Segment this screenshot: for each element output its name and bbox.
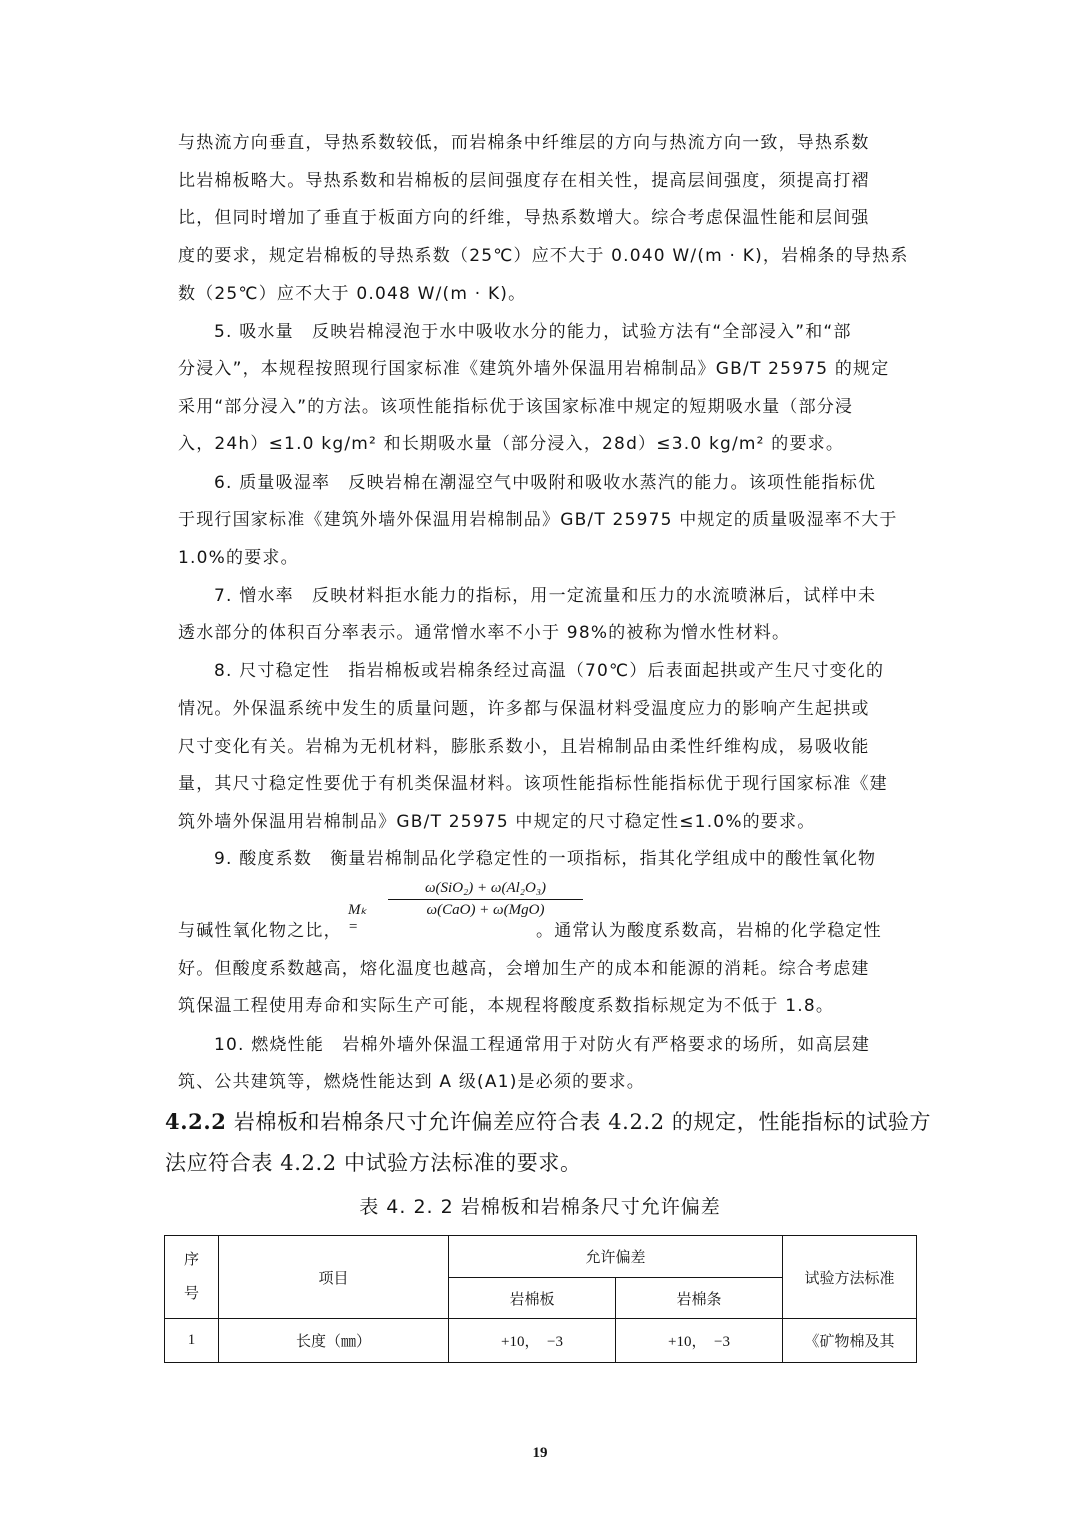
- header-tolerance: 允许偏差: [449, 1236, 783, 1278]
- item-5-water-absorption: 5. 吸水量 反映岩棉浸泡于水中吸收水分的能力，试验方法有“全部浸入”和“部: [214, 322, 852, 342]
- table-row: [165, 1319, 917, 1363]
- page-number: 19: [532, 1445, 548, 1461]
- item-6-moisture-absorption: 6. 质量吸湿率 反映岩棉在潮湿空气中吸附和吸收水蒸汽的能力。该项性能指标优: [214, 473, 877, 493]
- formula-fraction: [388, 880, 583, 919]
- cell-item: 长度（㎜）: [219, 1319, 449, 1363]
- paragraph-line: 数（25℃）应不大于 0.048 W/(m · K)。: [178, 284, 527, 304]
- tolerance-table: [164, 1235, 917, 1363]
- paragraph-line: 好。但酸度系数越高，熔化温度也越高，会增加生产的成本和能源的消耗。综合考虑建: [178, 959, 870, 979]
- paragraph-line: 。通常认为酸度系数高，岩棉的化学稳定性: [536, 921, 882, 941]
- section-text: 岩棉板和岩棉条尺寸允许偏差应符合表 4.2.2 的规定，性能指标的试验方: [226, 1110, 932, 1134]
- paragraph-line: 与热流方向垂直，导热系数较低，而岩棉条中纤维层的方向与热流方向一致，导热系数: [178, 133, 870, 153]
- cell-board: +10， −3: [449, 1319, 616, 1363]
- header-board: 岩棉板: [449, 1278, 616, 1319]
- paragraph-line: 情况。外保温系统中发生的质量问题，许多都与保温材料受温度应力的影响产生起拱或: [178, 699, 870, 719]
- formula-lhs: Mₖ =: [348, 902, 367, 935]
- paragraph-line: 比岩棉板略大。导热系数和岩棉板的层间强度存在相关性，提高层间强度，须提高打褶: [178, 171, 870, 191]
- paragraph-line: 比，但同时增加了垂直于板面方向的纤维，导热系数增大。综合考虑保温性能和层间强: [178, 208, 870, 228]
- paragraph-line: 1.0%的要求。: [178, 548, 299, 568]
- paragraph-line: 筑保温工程使用寿命和实际生产可能，本规程将酸度系数指标规定为不低于 1.8。: [178, 996, 835, 1016]
- header-seq-bottom: 号: [183, 1286, 199, 1302]
- cell-strip: +10， −3: [616, 1319, 783, 1363]
- paragraph-line: 入，24h）≤1.0 kg/m² 和长期吸水量（部分浸入，28d）≤3.0 kg/m² 的要求。: [178, 434, 845, 454]
- header-seq-top: 序: [183, 1252, 199, 1268]
- item-7-hydrophobicity: 7. 憎水率 反映材料拒水能力的指标，用一定流量和压力的水流喷淋后，试样中未: [214, 586, 877, 606]
- paragraph-line: 尺寸变化有关。岩棉为无机材料，膨胀系数小，且岩棉制品由柔性纤维构成，易吸收能: [178, 737, 870, 757]
- paragraph-line: 筑、公共建筑等，燃烧性能达到 A 级(A1)是必须的要求。: [178, 1072, 645, 1092]
- paragraph-line: 分浸入”，本规程按照现行国家标准《建筑外墙外保温用岩棉制品》GB/T 25975 的规定: [178, 359, 890, 379]
- header-strip: 岩棉条: [616, 1278, 783, 1319]
- paragraph-line: 于现行国家标准《建筑外墙外保温用岩棉制品》GB/T 25975 中规定的质量吸湿率不大于: [178, 510, 898, 530]
- header-seq: [165, 1236, 219, 1319]
- section-number: 4.2.2: [165, 1109, 227, 1134]
- item-10-fire-performance: 10. 燃烧性能 岩棉外墙外保温工程通常用于对防火有严格要求的场所，如高层建: [214, 1035, 871, 1055]
- paragraph-line: 与碱性氧化物之比，: [178, 921, 342, 941]
- formula-denominator: ω(CaO) + ω(MgO): [426, 902, 545, 918]
- section-heading: [165, 1107, 931, 1137]
- item-9-acidity-coefficient: 9. 酸度系数 衡量岩棉制品化学稳定性的一项指标，指其化学组成中的酸性氧化物: [214, 849, 877, 869]
- header-item: 项目: [219, 1236, 449, 1319]
- paragraph-line: 采用“部分浸入”的方法。该项性能指标优于该国家标准中规定的短期吸水量（部分浸: [178, 397, 854, 417]
- paragraph-line: 透水部分的体积百分率表示。通常憎水率不小于 98%的被称为憎水性材料。: [178, 623, 791, 643]
- table-title: 表 4. 2. 2 岩棉板和岩棉条尺寸允许偏差: [359, 1196, 721, 1218]
- paragraph-line: 筑外墙外保温用岩棉制品》GB/T 25975 中规定的尺寸稳定性≤1.0%的要求。: [178, 812, 816, 832]
- item-8-dimensional-stability: 8. 尺寸稳定性 指岩棉板或岩棉条经过高温（70℃）后表面起拱或产生尺寸变化的: [214, 661, 885, 681]
- header-method: 试验方法标准: [783, 1236, 917, 1319]
- paragraph-line: 量，其尺寸稳定性要优于有机类保温材料。该项性能指标性能指标优于现行国家标准《建: [178, 774, 888, 794]
- paragraph-line: 度的要求，规定岩棉板的导热系数（25℃）应不大于 0.040 W/(m · K)，岩棉条的导热系: [178, 246, 909, 266]
- cell-method: 《矿物棉及其: [783, 1319, 917, 1363]
- section-heading-continued: 法应符合表 4.2.2 中试验方法标准的要求。: [165, 1151, 582, 1175]
- cell-seq: 1: [165, 1319, 219, 1363]
- formula-numerator: ω(SiO₂) + ω(Al₂O₃): [424, 880, 547, 896]
